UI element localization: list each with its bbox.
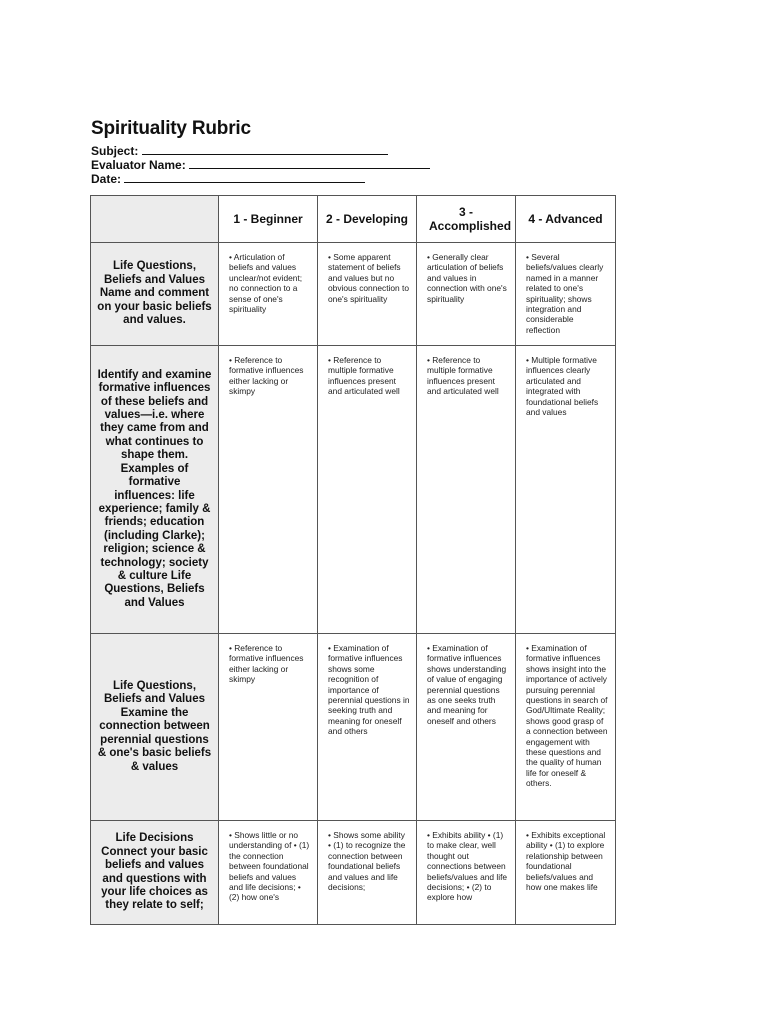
rating-cell: • Reference to formative influences either lacking or skimpy bbox=[219, 634, 318, 821]
rating-cell: • Examination of formative influences shows understanding of value of engaging perennial questions as one seeks truth and meaning for oneself and others bbox=[417, 634, 516, 821]
rating-cell: • Shows little or no understanding of • (1) the connection between foundational beliefs and values and life decisions; • (2) how one's bbox=[219, 821, 318, 925]
column-header-beginner: 1 - Beginner bbox=[219, 196, 318, 243]
date-label: Date: bbox=[91, 172, 122, 186]
criterion-cell: Life Questions, Beliefs and Values Examine the connection between perennial questions & one's basic beliefs & values bbox=[91, 634, 219, 821]
table-row bbox=[91, 243, 616, 346]
rating-cell: • Reference to multiple formative influences present and articulated well bbox=[417, 346, 516, 634]
table-row bbox=[91, 346, 616, 634]
criterion-cell: Identify and examine formative influences of these beliefs and values—i.e. where they came from and what continues to shape them. Examples of formative influences: life experience; family & friends; education (including Clarke); religion; science & technology; society & culture Life Questions, Beliefs and Values bbox=[91, 346, 219, 634]
header-row bbox=[91, 196, 616, 243]
rubric-table bbox=[90, 195, 616, 925]
subject-field bbox=[91, 143, 388, 158]
rating-cell: • Examination of formative influences shows insight into the importance of actively pursuing perennial questions in search of God/Ultimate Reality; shows good grasp of a connection between engagement with these questions and the quality of human life for oneself & others. bbox=[516, 634, 616, 821]
evaluator-name-field bbox=[91, 157, 430, 172]
rating-cell: • Examination of formative influences shows some recognition of importance of perennial questions in seeking truth and meaning for oneself and others bbox=[318, 634, 417, 821]
date-field bbox=[91, 171, 365, 186]
rating-cell: • Articulation of beliefs and values unclear/not evident; no connection to a sense of one's spirituality bbox=[219, 243, 318, 346]
evaluator-name-blank-line[interactable] bbox=[189, 157, 430, 169]
evaluator-name-label: Evaluator Name: bbox=[91, 158, 186, 172]
rating-cell: • Reference to formative influences either lacking or skimpy bbox=[219, 346, 318, 634]
rating-cell: • Some apparent statement of beliefs and values but no obvious connection to one's spirituality bbox=[318, 243, 417, 346]
rating-cell: • Several beliefs/values clearly named in a manner related to one's spirituality; shows integration and considerable reflection bbox=[516, 243, 616, 346]
column-header-accomplished: 3 - Accomplished bbox=[417, 196, 516, 243]
rating-cell: • Exhibits exceptional ability • (1) to explore relationship between foundational beliefs/values and how one makes life bbox=[516, 821, 616, 925]
rating-cell: • Generally clear articulation of beliefs and values in connection with one's spirituality bbox=[417, 243, 516, 346]
table-row bbox=[91, 821, 616, 925]
criterion-cell: Life Decisions Connect your basic beliefs and values and questions with your life choices as they relate to self; bbox=[91, 821, 219, 925]
column-header-advanced: 4 - Advanced bbox=[516, 196, 616, 243]
rating-cell: • Multiple formative influences clearly articulated and integrated with foundational beliefs and values bbox=[516, 346, 616, 634]
date-blank-line[interactable] bbox=[124, 171, 365, 183]
rating-cell: • Reference to multiple formative influences present and articulated well bbox=[318, 346, 417, 634]
subject-blank-line[interactable] bbox=[142, 143, 388, 155]
table-row bbox=[91, 634, 616, 821]
subject-label: Subject: bbox=[91, 144, 139, 158]
rating-cell: • Shows some ability • (1) to recognize the connection between foundational beliefs and values and life decisions; bbox=[318, 821, 417, 925]
corner-cell bbox=[91, 196, 219, 243]
rating-cell: • Exhibits ability • (1) to make clear, well thought out connections between beliefs/values and life decisions; • (2) to explore how bbox=[417, 821, 516, 925]
column-header-developing: 2 - Developing bbox=[318, 196, 417, 243]
page-title: Spirituality Rubric bbox=[91, 118, 251, 139]
criterion-cell: Life Questions, Beliefs and Values Name and comment on your basic beliefs and values. bbox=[91, 243, 219, 346]
